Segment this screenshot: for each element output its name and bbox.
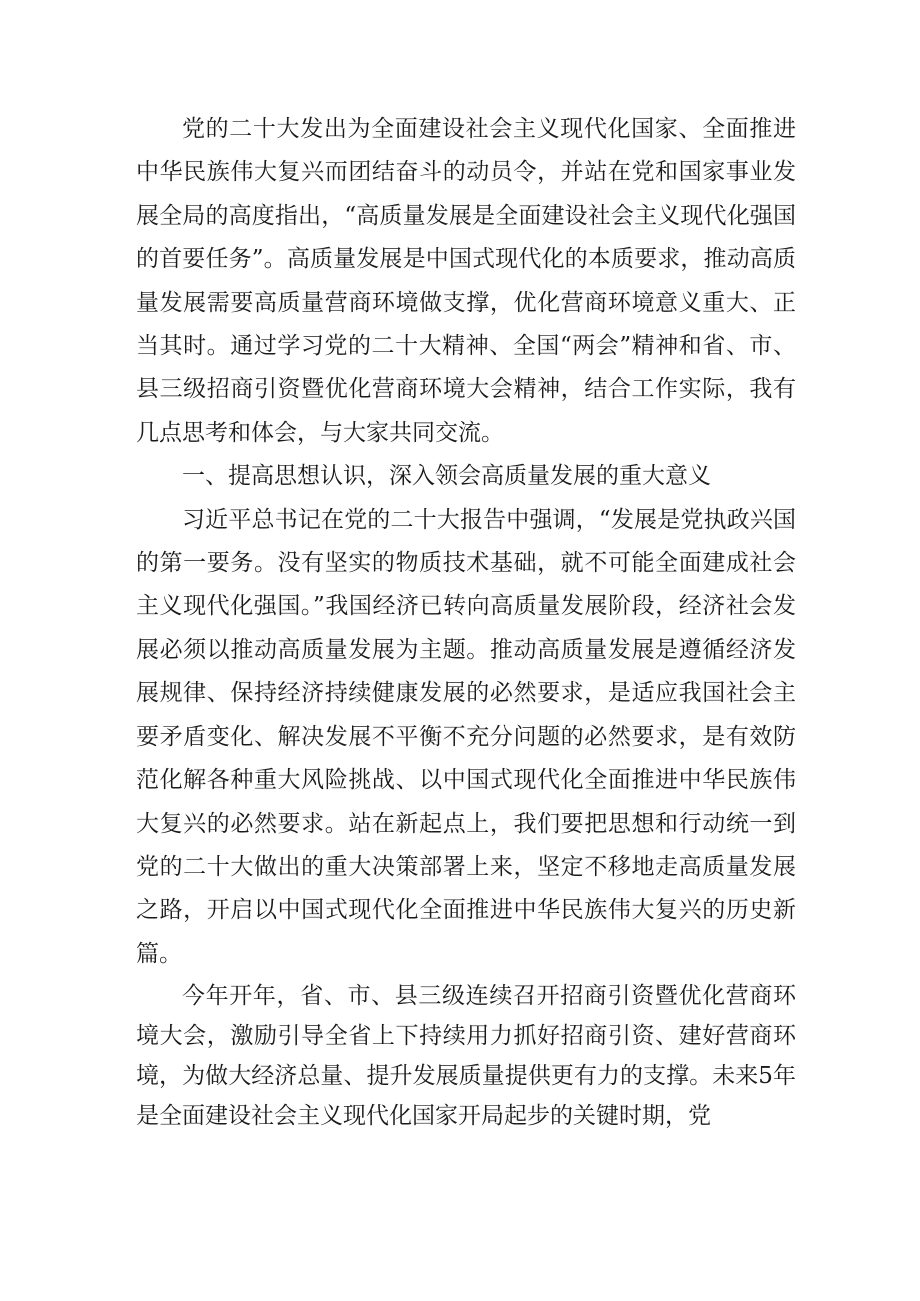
document-body <box>136 108 796 1136</box>
section-heading-1: 一、提高思想认识，深入领会高质量发展的重大意义 <box>182 463 711 490</box>
paragraph-section-1: 习近平总书记在党的二十大报告中强调，“发展是党执政兴国的第一要务。没有坚实的物质技术基础，就不可能全面建成社会主义现代化强国。”我国经济已转向高质量发展阶段，经济社会发展必须以推动高质量发展为主题。推动高质量发展是遵循经济发展规律、保持经济持续健康发展的必然要求，是适应我国社会主要矛盾变化、解决发展不平衡不充分问题的必然要求，是有效防范化解各种重大风险挑战、以中国式现代化全面推进中华民族伟大复兴的必然要求。站在新起点上，我们要把思想和行动统一到党的二十大做出的重大决策部署上来，坚定不移地走高质量发展之路，开启以中国式现代化全面推进中华民族伟大复兴的历史新篇。 <box>136 506 796 967</box>
paragraph-intro: 党的二十大发出为全面建设社会主义现代化国家、全面推进中华民族伟大复兴而团结奋斗的动员令，并站在党和国家事业发展全局的高度指出，“高质量发展是全面建设社会主义现代化强国的首要任务”。高质量发展是中国式现代化的本质要求，推动高质量发展需要高质量营商环境做支撑，优化营商环境意义重大、正当其时。通过学习党的二十大精神、全国“两会”精神和省、市、县三级招商引资暨优化营商环境大会精神，结合工作实际，我有几点思考和体会，与大家共同交流。 <box>136 116 796 446</box>
paragraph-section-1-continued: 今年开年，省、市、县三级连续召开招商引资暨优化营商环境大会，激励引导全省上下持续用力抓好招商引资、建好营商环境，为做大经济总量、提升发展质量提供更有力的支撑。未来5年是全面建设社会主义现代化国家开局起步的关键时期，党 <box>136 983 796 1130</box>
